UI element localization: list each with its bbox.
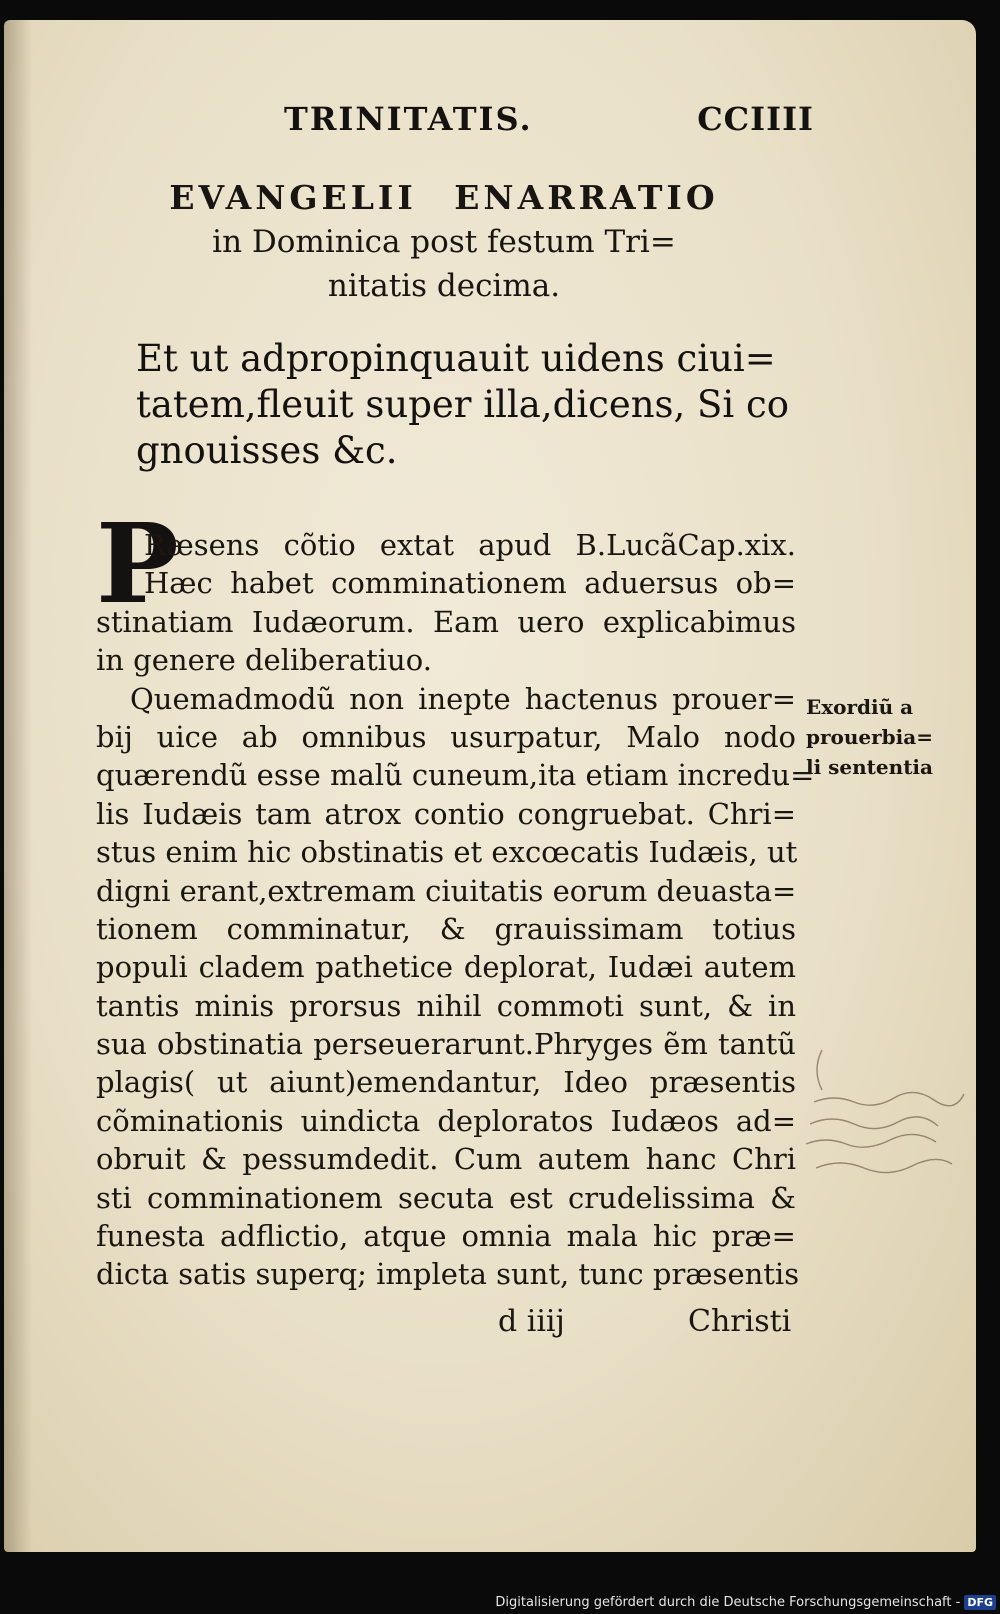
body-line: populi cladem pathetice deplorat, Iudæi autem [96,950,796,985]
body-line: sua obstinatia perseuerarunt.Phryges ẽm tantũ [96,1027,796,1062]
dfg-logo: DFG [964,1595,996,1610]
body-line: quærendũ esse malũ cuneum,ita etiam incredu= [96,758,815,793]
body-line: digni erant,extremam ciuitatis eorum deuasta= [96,873,797,908]
signature-mark: d iiij [498,1304,565,1339]
body-line: stus enim hic obstinatis et excœcatis Iudæis, ut [96,835,798,870]
folio-number: CCIIII [697,100,814,138]
handwritten-annotation [804,1040,974,1200]
body-line: plagis( ut aiunt)emendantur, Ideo præsentis [96,1065,796,1100]
body-line: tionem comminatur, & grauissimam totius [96,911,796,946]
body-line: in genere deliberatiuo. [96,643,432,678]
incipit-line-2: tatem,fleuit super illa,dicens, Si co [136,383,789,426]
marginal-note [806,692,946,782]
body-line: cõminationis uindicta deploratos Iudæos ad= [96,1103,796,1138]
credit-text: Digitalisierung gefördert durch die Deutsche Forschungsgemeinschaft - [495,1595,961,1610]
section-heading: EVANGELII ENARRATIO [169,178,719,217]
subheading-line-2: nitatis decima. [327,268,561,304]
margin-note-line: li sententia [806,755,933,779]
body-line: dicta satis superq; impleta sunt, tunc præsentis [96,1257,800,1292]
running-title: TRINITATIS. [284,100,533,138]
body-line: tantis minis prorsus nihil commoti sunt, & in [96,988,796,1023]
body-line: Hæc habet comminationem aduersus ob= [144,566,796,601]
body-line: stinatiam Iudæorum. Eam uero explicabimus [96,604,796,639]
body-text [96,526,815,1294]
body-line: funesta adflictio, atque omnia mala hic præ= [96,1219,796,1254]
digitization-credit [0,1595,1000,1610]
section-subheading [124,220,764,308]
body-line: Ræsens cõtio extat apud B.LucãCap.xix. [144,528,796,562]
catchword: Christi [688,1304,792,1339]
incipit-line-1: Et ut adpropinquauit uidens ciui= [136,337,776,380]
drop-cap: P [96,499,179,628]
body-line: sti comminationem secuta est crudelissima & [96,1180,796,1215]
incipit-line-3: gnouisses &c. [136,429,398,472]
running-head [284,100,814,150]
body-line: Quemadmodũ non inepte hactenus prouer= [130,681,796,716]
margin-note-line: prouerbia= [806,725,933,749]
subheading-line-1: in Dominica post festum Tri= [212,224,676,260]
book-page [4,20,976,1552]
body-line: lis Iudæis tam atrox contio congruebat. Chri= [96,796,796,831]
gospel-incipit [136,336,789,474]
margin-note-line: Exordiũ a [806,695,914,719]
body-line: obruit & pessumdedit. Cum autem hanc Chri [96,1142,796,1177]
body-line: bij uice ab omnibus usurpatur, Malo nodo [96,719,796,754]
